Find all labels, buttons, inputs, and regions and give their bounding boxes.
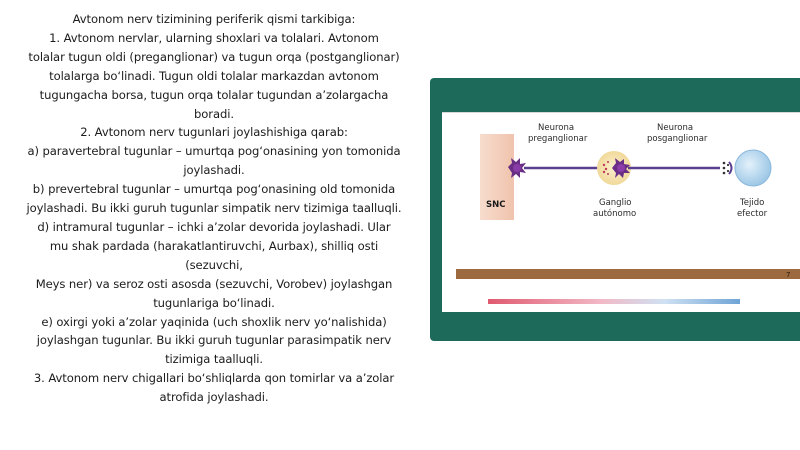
figure-panel xyxy=(442,112,800,312)
tejido-label-2: efector xyxy=(737,209,768,219)
axon-terminal xyxy=(729,162,732,174)
text-line: d) intramural tugunlar – ichki a’zolar devorida joylashadi. Ular xyxy=(37,219,391,234)
text-line: joylashadi. xyxy=(183,163,245,178)
gradient-stripe xyxy=(488,299,740,304)
body-text xyxy=(6,10,422,407)
text-line: tugungacha borsa, tugun orqa tolalar tugundan a’zolargacha xyxy=(39,87,389,102)
snc-label: SNC xyxy=(486,200,506,210)
ganglio-label-1: Ganglio xyxy=(599,198,632,208)
text-line: 1. Avtonom nervlar, ularning shoxlari va tolalari. Avtonom xyxy=(49,30,379,45)
bottom-bar xyxy=(456,269,800,279)
text-line: Meys ner) va seroz osti asosda (sezuvchi, Vorobev) joylashgan xyxy=(35,276,393,291)
text-line: joylashgan tugunlar. Bu ikki guruh tugunlar parasimpatik nerv xyxy=(36,333,392,348)
neurona-post-label-1: Neurona xyxy=(657,123,694,133)
text-line: 3. Avtonom nerv chigallari bo‘shliqlarda qon tomirlar va a’zolar xyxy=(33,371,395,386)
text-line: b) prevertebral tugunlar – umurtqa pog‘onasining old tomonida xyxy=(32,182,396,197)
text-line: tugunlariga bo‘linadi. xyxy=(153,295,275,310)
text-line: e) oxirgi yoki a’zolar yaqinida (uch shoxlik nerv yo‘nalishida) xyxy=(41,314,387,329)
effector-tissue xyxy=(735,150,771,186)
text-line: atrofida joylashadi. xyxy=(159,390,269,405)
text-line: Avtonom nerv tizimining periferik qismi tarkibiga: xyxy=(72,12,356,26)
tejido-label-1: Tejido xyxy=(740,198,765,208)
text-line: a) paravertebral tugunlar – umurtqa pog‘onasining yon tomonida xyxy=(27,144,401,159)
text-line: 2. Avtonom nerv tugunlari joylashishiga qarab: xyxy=(80,125,348,140)
figure-frame xyxy=(430,78,800,341)
neurona-pre-label-2: preganglionar xyxy=(528,134,588,144)
text-line: tizimiga taalluqli. xyxy=(165,352,263,367)
neurona-pre-label-1: Neurona xyxy=(538,123,575,133)
text-line: joylashadi. Bu ikki guruh tugunlar simpatik nerv tizimiga taalluqli. xyxy=(26,201,402,216)
text-line: (sezuvchi, xyxy=(185,257,243,272)
neurona-post-label-2: posganglionar xyxy=(647,134,708,144)
page-marker: 7 xyxy=(786,271,791,279)
text-line: tolalar tugun oldi (preganglionar) va tugun orqa (postganglionar) xyxy=(28,49,400,64)
neuron-diagram xyxy=(442,112,800,312)
ganglio-label-2: autónomo xyxy=(593,209,637,219)
text-line: tolalarga bo‘linadi. Tugun oldi tolalar markazdan avtonom xyxy=(49,68,379,83)
text-line: boradi. xyxy=(194,106,234,121)
text-line: mu shak pardada (harakatlantiruvchi, Aurbax), shilliq osti xyxy=(49,238,379,253)
panel-top-rule xyxy=(442,112,800,113)
terminal-dots xyxy=(723,162,729,175)
